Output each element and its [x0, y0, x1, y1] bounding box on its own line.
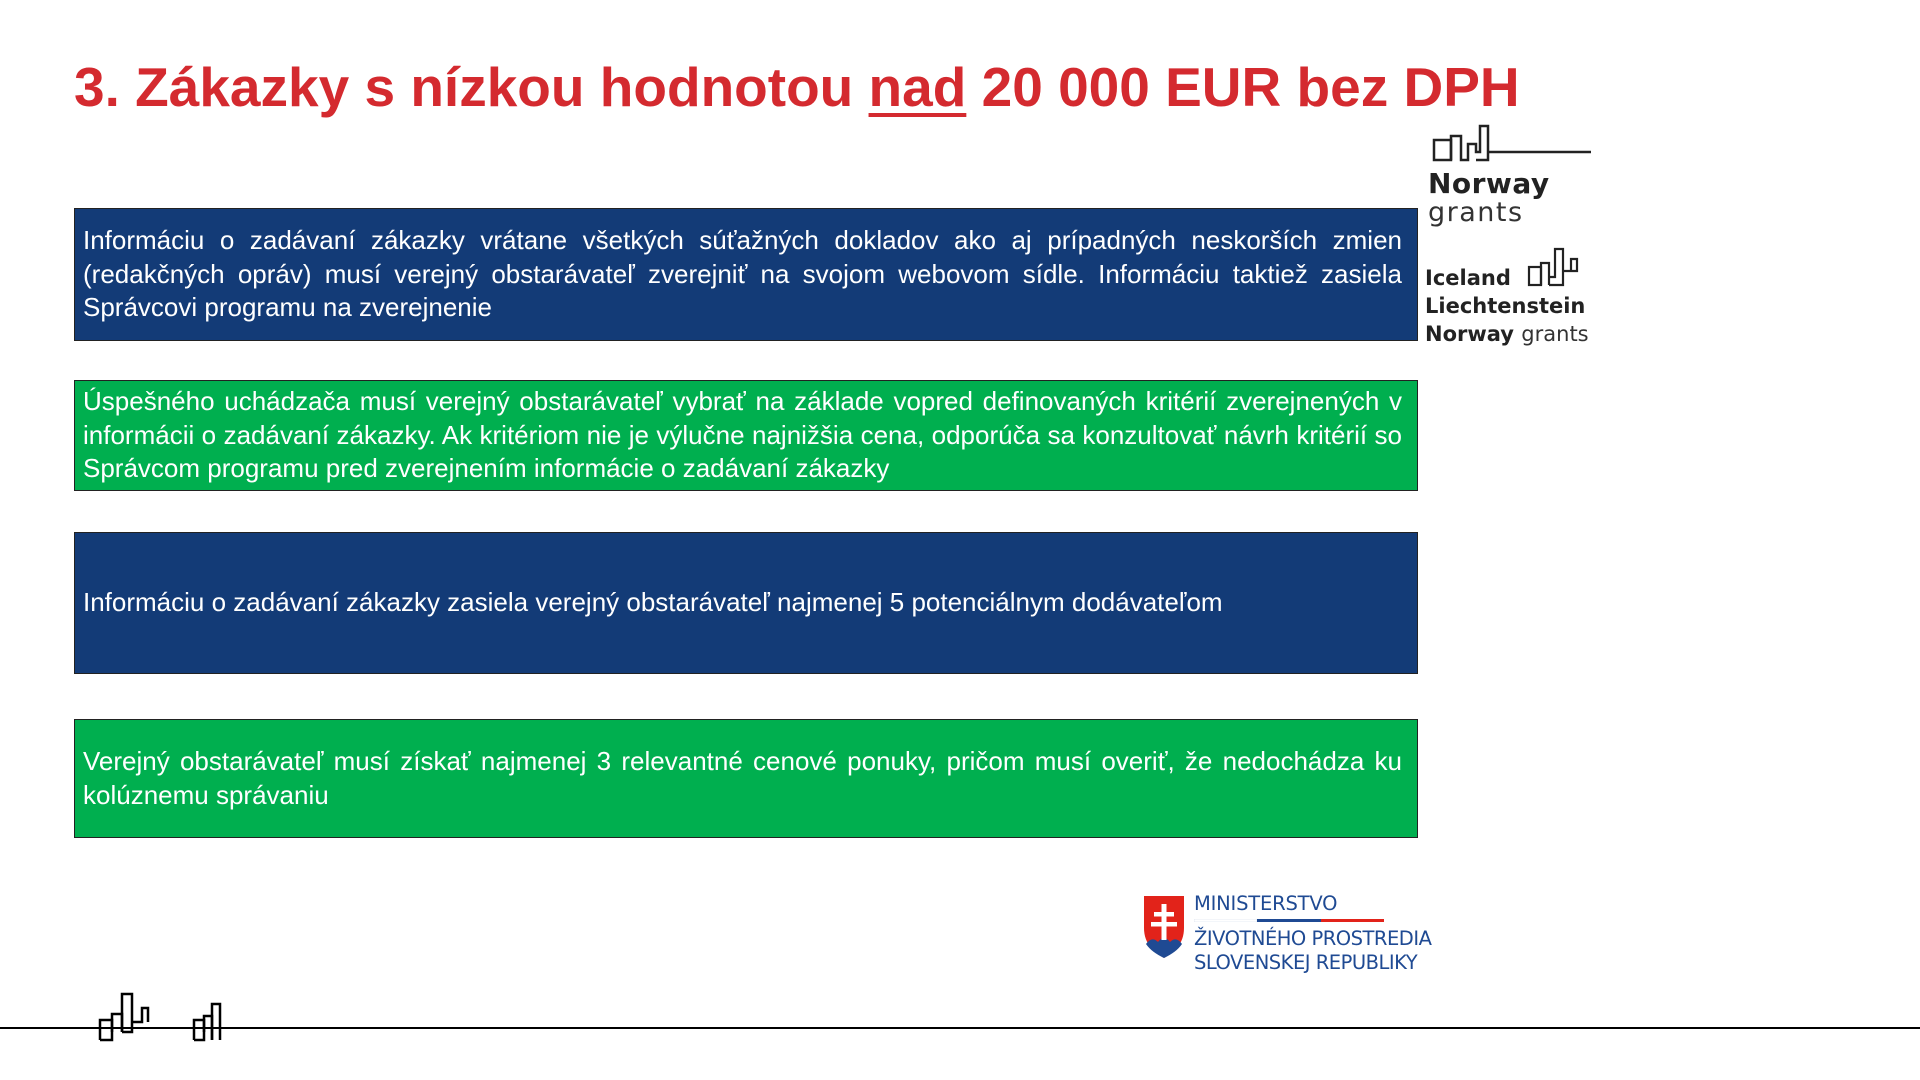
info-box-publication-text: Informáciu o zadávaní zákazky vrátane všetkých súťažných dokladov ako aj prípadných neskorších zmien (redakčných opráv) musí verejný obstarávateľ zverejniť na svojom webovom sídle. Informáciu taktiež zasiela Správcovi programu na zverejnenie	[83, 225, 1402, 323]
title-underlined-word: nad	[868, 56, 967, 118]
footer-skyline-icon	[96, 988, 236, 1044]
title-part-2: 20 000 EUR bez DPH	[966, 56, 1520, 118]
norway-grants-word-grants: grants	[1428, 197, 1524, 228]
info-box-suppliers-text: Informáciu o zadávaní zákazky zasiela verejný obstarávateľ najmenej 5 potenciálnym dodávateľom	[83, 587, 1223, 618]
footer-line	[0, 1027, 1920, 1029]
eea-grants-logo	[1425, 244, 1600, 348]
eea-grants-iceland: Iceland	[1425, 266, 1511, 290]
ministry-line-3: SLOVENSKEJ REPUBLIKY	[1194, 951, 1418, 974]
norway-grants-skyline-icon	[1428, 122, 1598, 164]
norway-grants-logo	[1428, 122, 1598, 227]
eea-grants-liechtenstein: Liechtenstein	[1425, 294, 1586, 318]
eea-grants-skyline-icon	[1527, 241, 1597, 291]
ministry-line-1: MINISTERSTVO	[1194, 892, 1338, 915]
info-box-price-offers	[74, 719, 1418, 838]
slide-title	[74, 54, 1574, 120]
ministry-logo	[1142, 890, 1432, 990]
norway-grants-word-norway: Norway	[1428, 167, 1550, 200]
info-box-selection-criteria-text: Úspešného uchádzača musí verejný obstarávateľ vybrať na základe vopred definovaných kritérií zverejnených v informácii o zadávaní zákazky. Ak kritériom nie je výlučne najnižšia cena, odporúča sa konzultovať návrh kritérií so Správcom programu pred zverejnením informácie o zadávaní zákazky	[83, 386, 1402, 484]
ministry-line-2: ŽIVOTNÉHO PROSTREDIA	[1194, 927, 1432, 950]
info-box-selection-criteria	[74, 380, 1418, 491]
title-part-1: 3. Zákazky s nízkou hodnotou	[74, 56, 869, 118]
info-box-suppliers	[74, 532, 1418, 674]
ministry-text	[1194, 892, 1434, 975]
eea-grants-grants: grants	[1521, 322, 1589, 346]
slovak-coat-of-arms-icon	[1142, 894, 1186, 960]
info-box-price-offers-text: Verejný obstarávateľ musí získať najmenej 3 relevantné cenové ponuky, pričom musí overiť, že nedochádza ku kolúznemu správaniu	[83, 746, 1402, 810]
info-box-publication	[74, 208, 1418, 341]
tricolor-stripe	[1194, 919, 1384, 922]
eea-grants-norway: Norway	[1425, 322, 1514, 346]
